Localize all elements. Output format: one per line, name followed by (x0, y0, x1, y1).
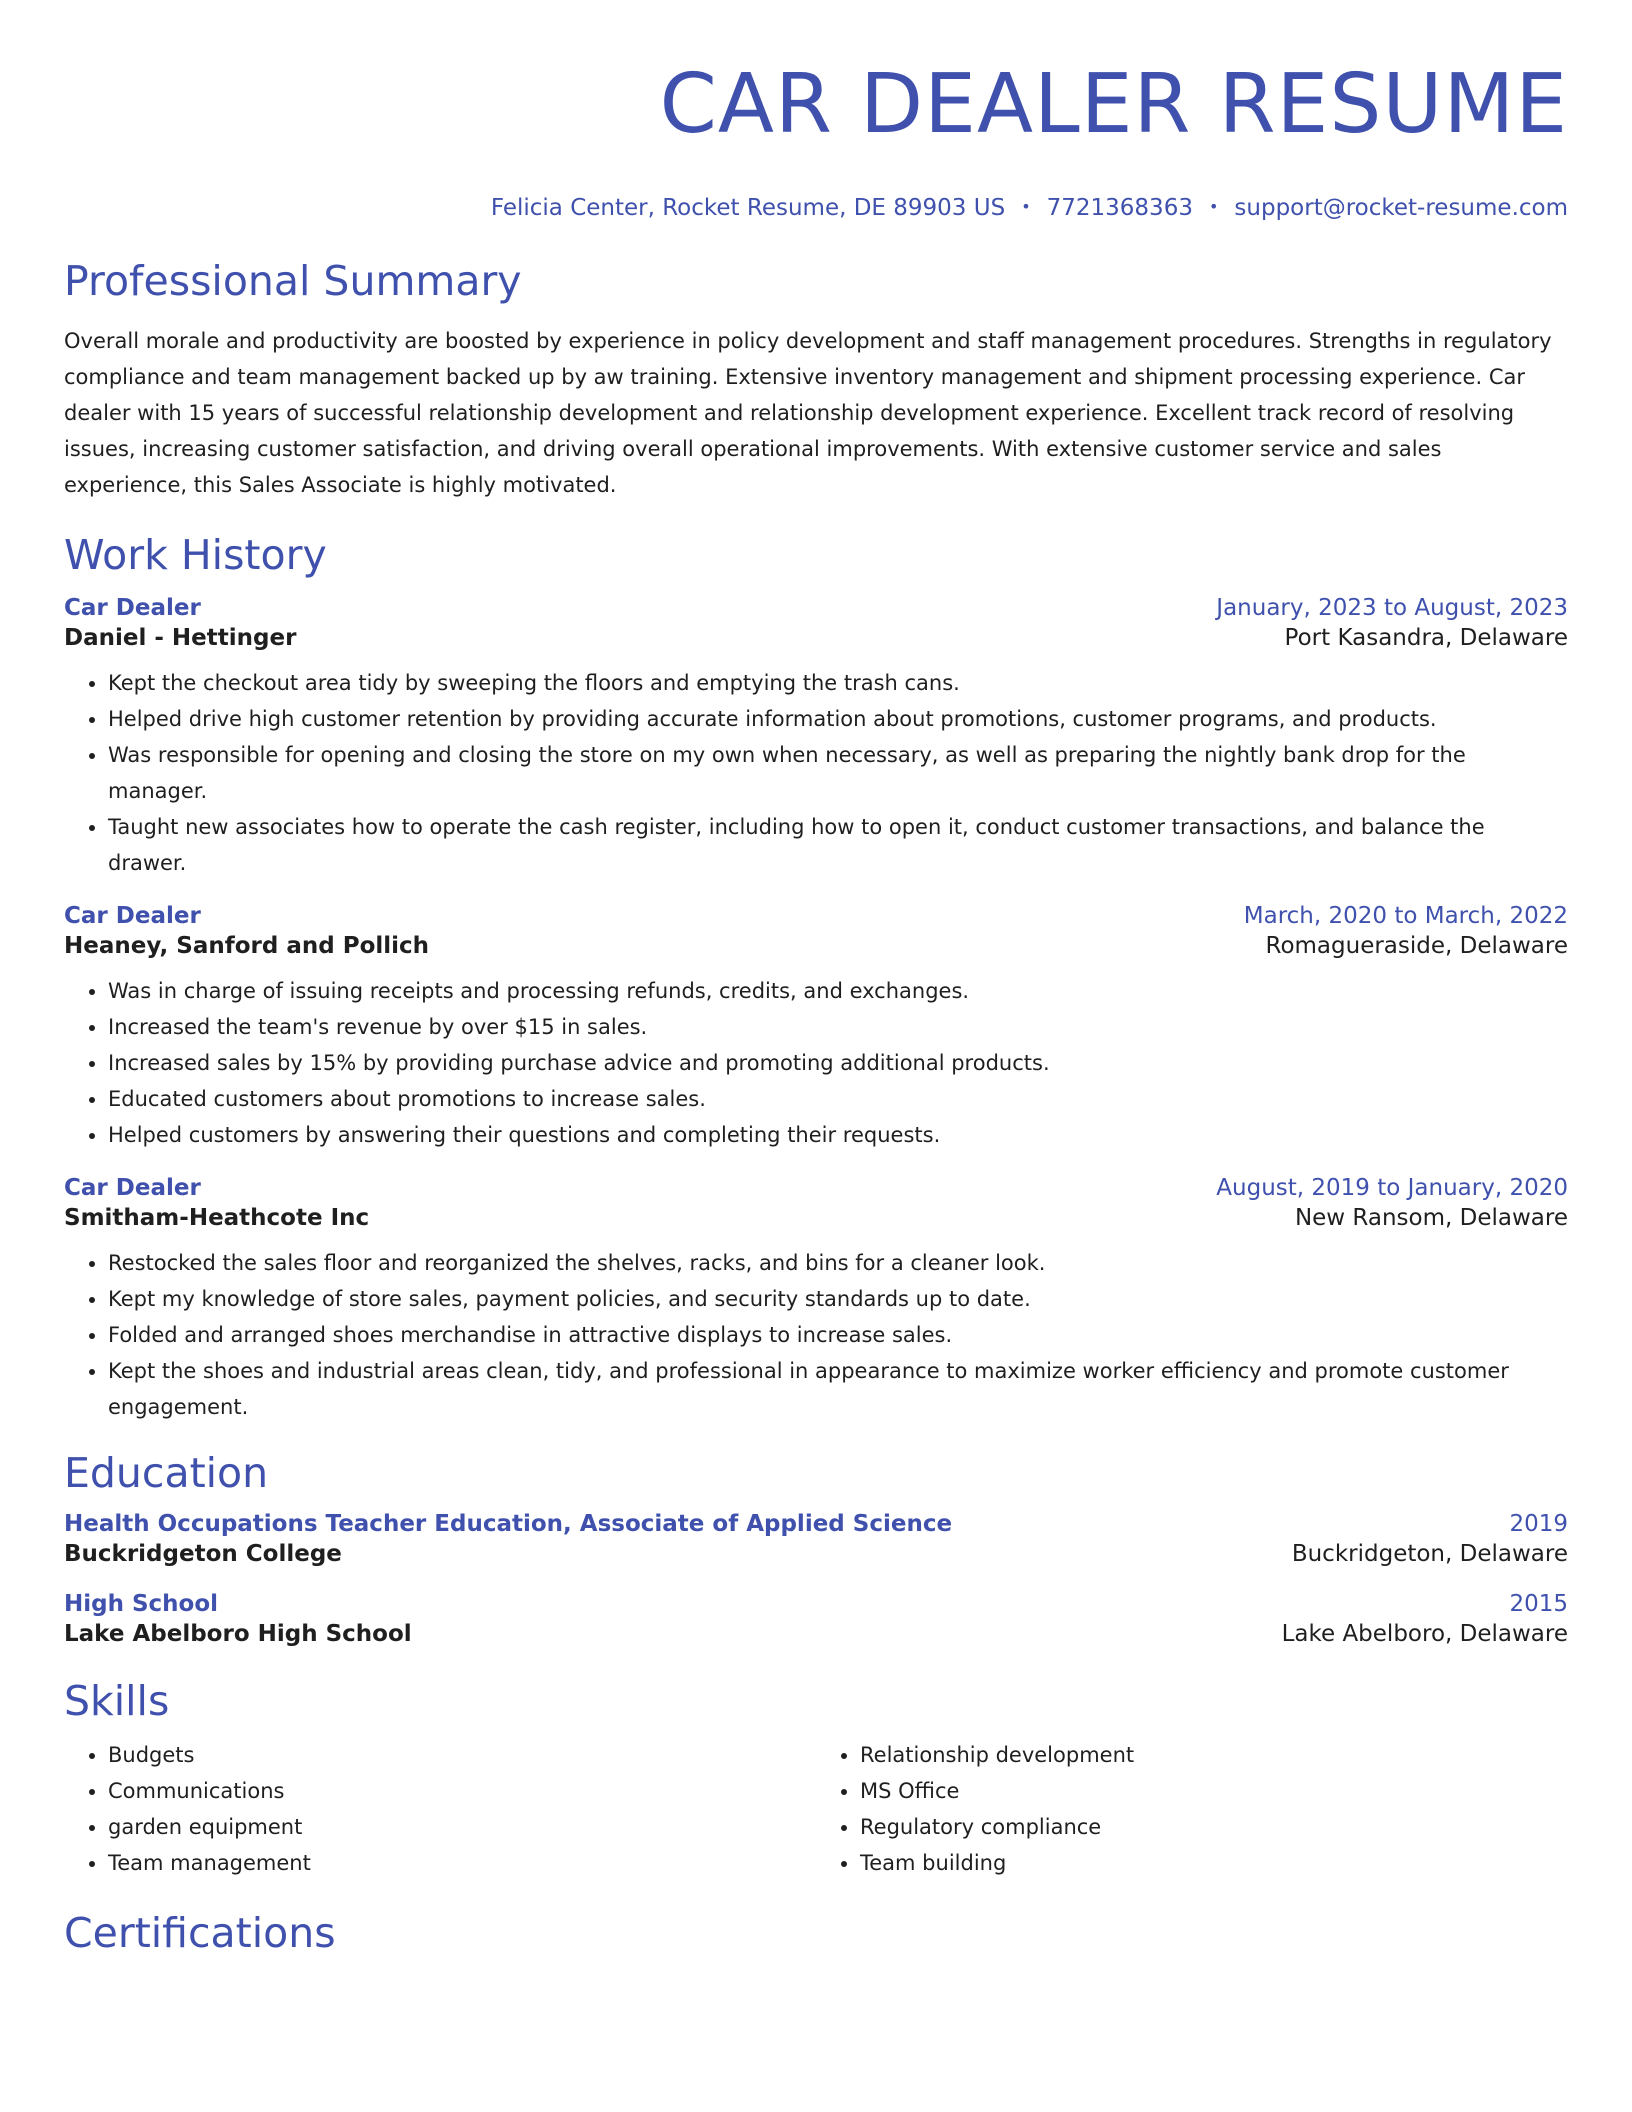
job-company-row (64, 623, 1568, 653)
education-header-row (64, 1589, 1568, 1619)
work-history-heading: Work History (64, 531, 327, 579)
skills-list-left (64, 1737, 816, 1881)
contact-address: Felicia Center, Rocket Resume, DE 89903 US (490, 195, 1006, 221)
list-item: • Taught new associates how to operate the cash register, including how to open it, conduct customer transactions, and balance the drawer. (108, 809, 1568, 881)
job-entry (64, 1173, 1568, 1425)
contact-line (64, 192, 1568, 223)
list-item: • Helped customers by answering their questions and completing their requests. (108, 1117, 1568, 1153)
education-degree: High School (64, 1591, 219, 1617)
skills-list-right (816, 1737, 1568, 1881)
job-bullets (64, 973, 1568, 1153)
education-school-row (64, 1619, 1568, 1649)
education-entry (64, 1509, 1568, 1569)
job-title: Car Dealer (64, 1175, 201, 1201)
list-item: • Restocked the sales floor and reorganized the shelves, racks, and bins for a cleaner look. (108, 1245, 1568, 1281)
contact-separator: • (1208, 197, 1219, 216)
resume-title: CAR DEALER RESUME (659, 57, 1568, 152)
list-item: • Kept the checkout area tidy by sweeping the floors and emptying the trash cans. (108, 665, 1568, 701)
job-location: Romagueraside, Delaware (1265, 933, 1568, 959)
list-item: • Team building (860, 1845, 1568, 1881)
list-item: • Kept my knowledge of store sales, payment policies, and security standards up to date. (108, 1281, 1568, 1317)
job-dates: January, 2023 to August, 2023 (1216, 595, 1568, 621)
list-item: • MS Office (860, 1773, 1568, 1809)
summary-text: Overall morale and productivity are boosted by experience in policy development and staff management procedures. Strengths in regulatory compliance and team management backed up by aw training. Extensive inventory management and shipment processing experience. Car dealer with 15 years of successful relationship development and relationship development experience. Excellent track record of resolving issues, increasing customer satisfaction, and driving overall operational improvements. With extensive customer service and sales experience, this Sales Associate is highly motivated. (64, 329, 1552, 497)
list-item: • garden equipment (108, 1809, 816, 1845)
list-item: • Increased sales by 15% by providing purchase advice and promoting additional products. (108, 1045, 1568, 1081)
job-title: Car Dealer (64, 903, 201, 929)
job-company: Heaney, Sanford and Pollich (64, 933, 430, 959)
job-location: Port Kasandra, Delaware (1284, 625, 1568, 651)
list-item: • Relationship development (860, 1737, 1568, 1773)
education-school: Lake Abelboro High School (64, 1621, 412, 1647)
list-item: • Helped drive high customer retention by providing accurate information about promotions, customer programs, and products. (108, 701, 1568, 737)
skills-grid (64, 1737, 1568, 1881)
list-item: • Budgets (108, 1737, 816, 1773)
list-item: • Increased the team's revenue by over $15 in sales. (108, 1009, 1568, 1045)
education-school-row (64, 1539, 1568, 1569)
list-item: • Was in charge of issuing receipts and processing refunds, credits, and exchanges. (108, 973, 1568, 1009)
job-header-row (64, 1173, 1568, 1203)
summary-heading: Professional Summary (64, 257, 522, 305)
job-bullets (64, 1245, 1568, 1425)
job-entry (64, 593, 1568, 881)
certifications-heading: Certifications (64, 1909, 336, 1957)
education-location: Buckridgeton, Delaware (1291, 1541, 1568, 1567)
list-item: • Team management (108, 1845, 816, 1881)
contact-separator: • (1021, 197, 1031, 216)
job-company: Daniel - Hettinger (64, 625, 297, 651)
job-entry (64, 901, 1568, 1153)
job-header-row (64, 593, 1568, 623)
job-company-row (64, 931, 1568, 961)
contact-phone: 7721368363 (1046, 195, 1193, 221)
list-item: • Educated customers about promotions to increase sales. (108, 1081, 1568, 1117)
job-company: Smitham-Heathcote Inc (64, 1205, 370, 1231)
job-company-row (64, 1203, 1568, 1233)
education-location: Lake Abelboro, Delaware (1281, 1621, 1568, 1647)
list-item: • Folded and arranged shoes merchandise in attractive displays to increase sales. (108, 1317, 1568, 1353)
education-school: Buckridgeton College (64, 1541, 342, 1567)
job-dates: August, 2019 to January, 2020 (1216, 1175, 1568, 1201)
education-entry (64, 1589, 1568, 1649)
education-heading: Education (64, 1449, 269, 1497)
list-item: • Kept the shoes and industrial areas clean, tidy, and professional in appearance to maximize worker efficiency and promote customer engagement. (108, 1353, 1568, 1425)
list-item: • Regulatory compliance (860, 1809, 1568, 1845)
skills-heading: Skills (64, 1677, 170, 1725)
education-degree: Health Occupations Teacher Education, Associate of Applied Science (64, 1511, 953, 1537)
job-header-row (64, 901, 1568, 931)
list-item: • Was responsible for opening and closing the store on my own when necessary, as well as preparing the nightly bank drop for the manager. (108, 737, 1568, 809)
list-item: • Communications (108, 1773, 816, 1809)
education-year: 2019 (1509, 1511, 1568, 1537)
education-header-row (64, 1509, 1568, 1539)
education-year: 2015 (1509, 1591, 1568, 1617)
job-dates: March, 2020 to March, 2022 (1243, 903, 1568, 929)
job-title: Car Dealer (64, 595, 201, 621)
contact-email[interactable]: support@rocket-resume.com (1234, 195, 1568, 221)
job-location: New Ransom, Delaware (1294, 1205, 1568, 1231)
resume-page (64, 0, 1568, 1957)
job-bullets (64, 665, 1568, 881)
